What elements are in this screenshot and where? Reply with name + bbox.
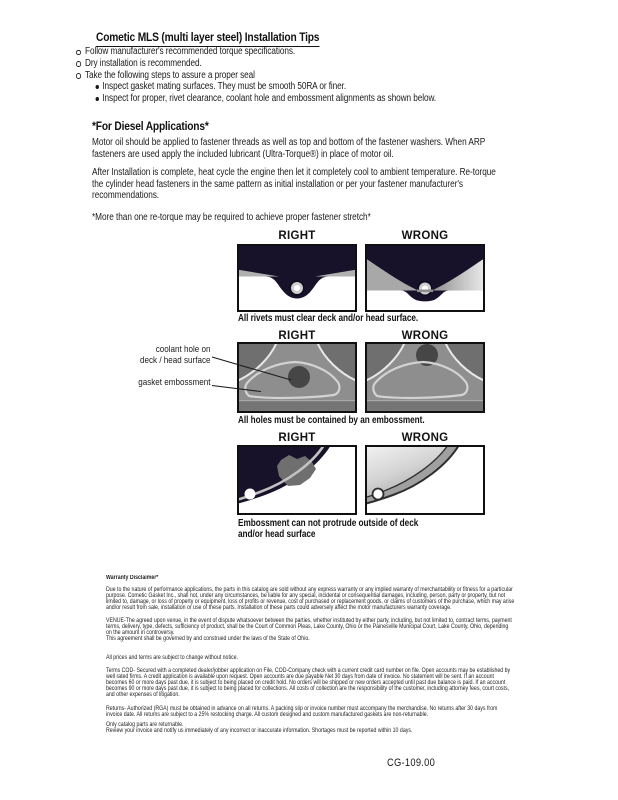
page-title: Cometic MLS (multi layer steel) Installation Tips	[96, 30, 319, 47]
venue-text: VENUE-The agreed upon venue, in the event of dispute whatsoever between the parties, whether instituted by either party, including, but not limited to, contract terms, payment terms, delivery, type, defects, sufficiency of product, shall be the Court of Common Pleas, Lake County, Ohio or the Painesville Municipal Court, Lake County, Ohio, depending on the amount in controversy.	[106, 617, 512, 636]
wrong-label: WRONG	[401, 230, 449, 242]
gasket-embossment-label: gasket embossment	[138, 377, 211, 388]
prices-note: All prices and terms are subject to change without notice.	[106, 655, 239, 662]
leader-lines	[110, 336, 310, 406]
diesel-paragraph: Motor oil should be applied to fastener threads as well as top and bottom of the fastener washers. When ARP fasteners are used apply the included lubricant (Ultra-Torque®) in place of motor oil.	[92, 137, 486, 160]
tip-item	[76, 46, 535, 58]
warranty-disclaimer-heading: Warranty Disclaimer*	[106, 575, 159, 581]
wrong-label: WRONG	[401, 432, 449, 444]
title-wrap	[96, 28, 319, 47]
coolant-hole-wrong-diagram	[365, 342, 485, 413]
tip-item	[76, 58, 535, 70]
tip-text: Dry installation is recommended.	[85, 57, 202, 69]
embossment-protrusion-right-diagram	[237, 445, 357, 515]
diagram-caption-line2: and/or head surface	[238, 529, 316, 540]
diesel-section	[92, 119, 500, 223]
coolant-hole-label-line1: coolant hole on	[155, 344, 211, 355]
tip-sub-text: Inspect for proper, rivet clearance, coolant hole and embossment alignments as shown below.	[102, 93, 437, 105]
closing-notes	[106, 722, 515, 734]
embossment-protrusion-wrong-diagram	[365, 445, 485, 515]
right-label: RIGHT	[278, 432, 316, 444]
returns-paragraph: Returns- Authorized (RGA) must be obtained in advance on all returns. A packing slip or invoice number must accompany the merchandise. No returns after 30 days from invoice date. All returns are subject to a 25% restocking charge. All custom designed and custom manufactured gaskets are non-returnable.	[106, 705, 498, 718]
dot-bullet-marker	[96, 85, 99, 89]
circle-bullet-marker	[76, 50, 81, 56]
tip-sub-text: Inspect gasket mating surfaces. They must be smooth 50RA or finer.	[102, 81, 347, 93]
terms-paragraph: Terms COD- Secured with a completed dealer/jobber application on File, COD-Company check with a current credit card number on file. Open accounts may be established by well rated firms. A credit application is available upon request. Open accounts are due payable Net 30 days from date of invoice. No statement will be sent. If an account becomes 60 or more days past due, it is subject to being placed on credit hold. No orders will be shipped or new orders accepted until past due balance is paid. If an account becomes 90 or more days past due, it is subject to being placed for collections. All costs of collection are the responsibility of the customer, including attorney fees, court costs, and other expenses of litigation.	[106, 667, 511, 699]
rivet-clearance-right-diagram	[237, 244, 357, 312]
diagram-caption-line1: Embossment can not protrude outside of deck	[238, 518, 419, 529]
tip-sub-item	[96, 93, 535, 105]
diagram-caption: All holes must be contained by an embossment.	[238, 415, 425, 426]
diagram-caption: All rivets must clear deck and/or head surface.	[238, 313, 419, 324]
circle-bullet-marker	[76, 61, 81, 67]
venue-paragraph	[106, 618, 515, 643]
diagram-caption	[238, 518, 418, 540]
tip-text: Take the following steps to assure a proper seal	[85, 69, 255, 81]
dot-bullet-marker	[96, 97, 99, 101]
warranty-paragraph: Due to the nature of performance applications, the parts in this catalog are sold without any express warranty or any implied warranty of merchantability or fitness for a particular purpose. Cometic Gasket Inc., shall not, under any circumstances, be liable for any special, incidental or consequential damages, including, person, party or property, but not limited to, damage, or loss of property or equipment, loss of profits or revenue, cost of purchased or replacement goods, or claims of customers of the purchase, which may arise and/or result from sale, installation or use of these parts. Installation of these parts could adversely affect the motor manufacturers warranty coverage.	[106, 586, 515, 612]
catalog-note: Only catalog parts are returnable.	[106, 721, 184, 728]
invoice-note: Review your invoice and notify us immediately of any incorrect or inaccurate information. Shortages must be reported within 10 days.	[106, 728, 413, 735]
diesel-heading: *For Diesel Applications*	[92, 119, 209, 133]
tips-list	[76, 46, 535, 105]
diesel-paragraph: *More than one re-torque may be required to achieve proper fastener stretch*	[92, 211, 371, 223]
coolant-hole-label-line2: deck / head surface	[140, 354, 211, 366]
tip-text: Follow manufacturer's recommended torque specifications.	[85, 46, 296, 57]
right-label: RIGHT	[278, 330, 316, 342]
venue-note: This agreement shall be governed by and construed under the laws of the State of Ohio.	[106, 636, 310, 643]
wrong-label: WRONG	[401, 330, 449, 342]
legal-section	[106, 575, 515, 734]
diesel-paragraph: After Installation is complete, heat cycle the engine then let it completely cool to ambient temperature. Re-torque the cylinder head fasteners in the same pattern as initial installation or per your fastener manufacturer's recommendations.	[92, 166, 496, 202]
tip-sub-item	[96, 81, 535, 93]
right-label: RIGHT	[278, 230, 316, 242]
rivet-clearance-wrong-diagram	[365, 244, 485, 312]
tip-item	[76, 70, 535, 82]
circle-bullet-marker	[76, 73, 81, 79]
page-number: CG-109.00	[387, 757, 436, 769]
